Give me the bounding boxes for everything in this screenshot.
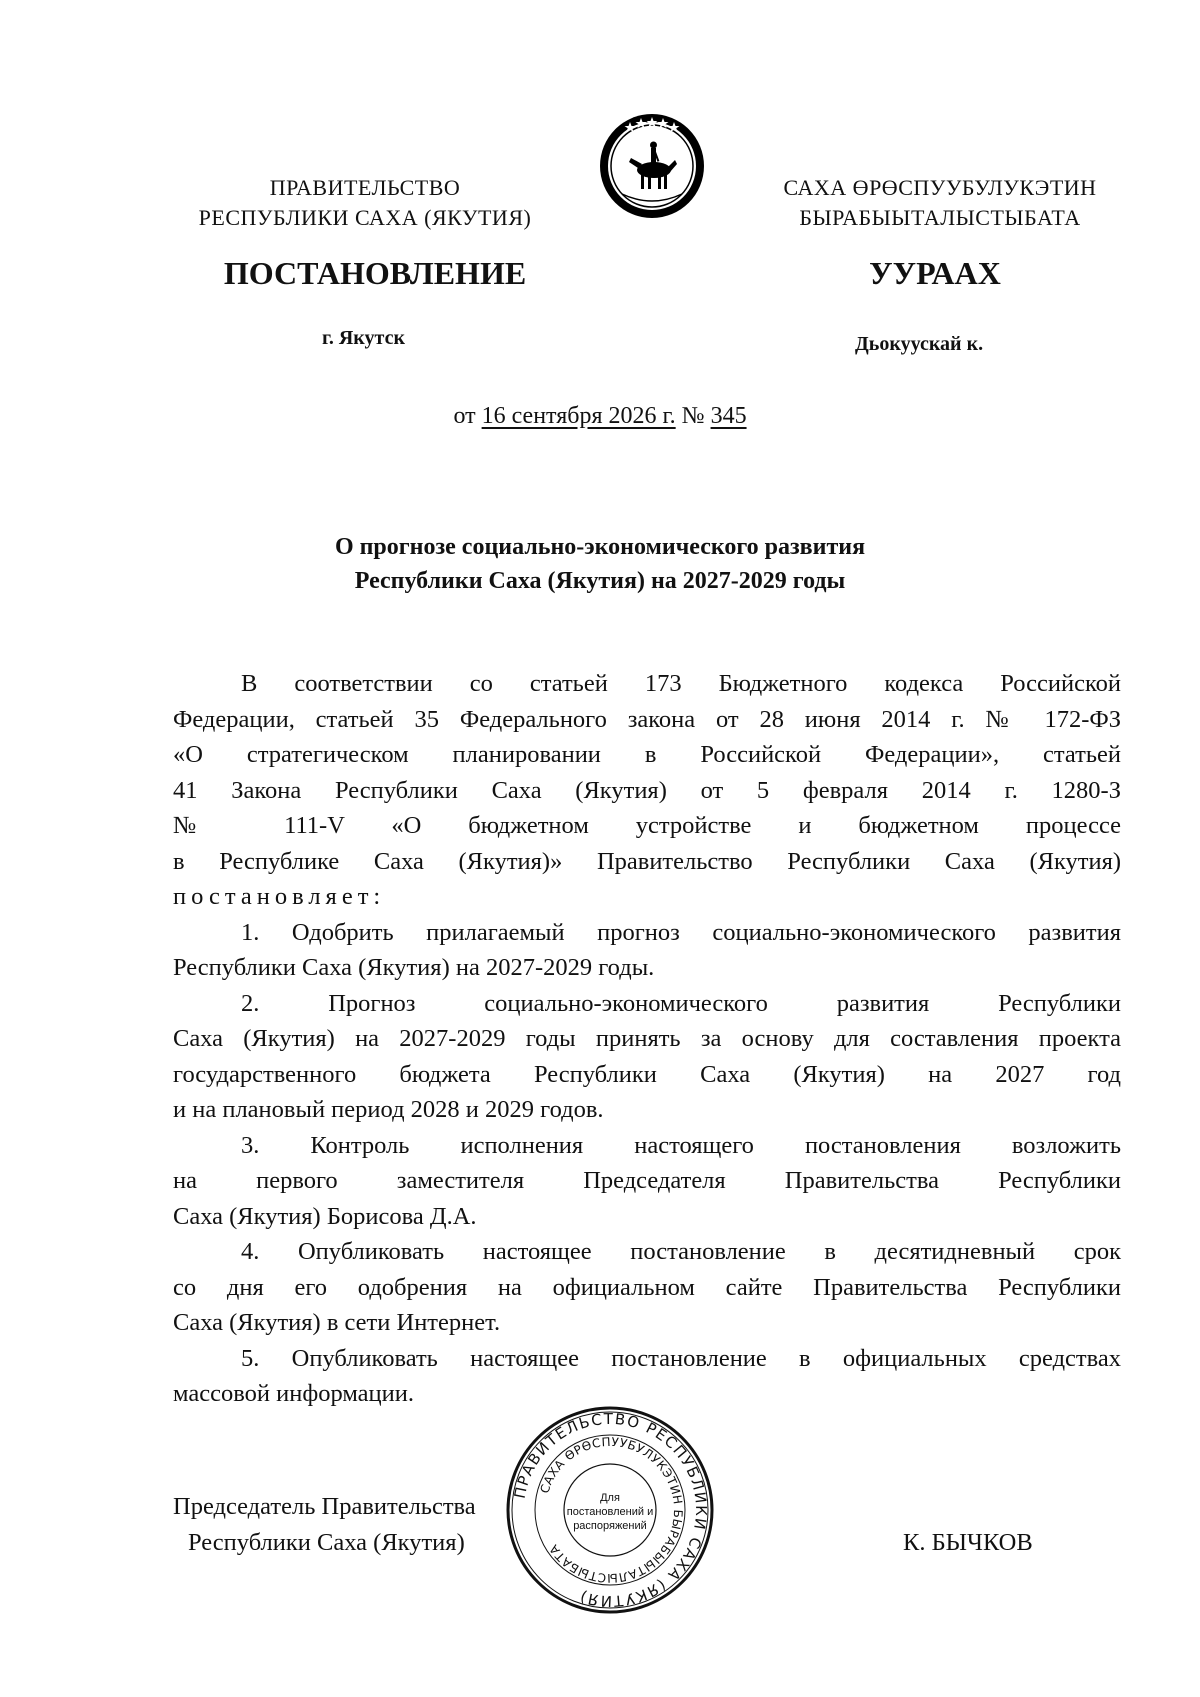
document-body xyxy=(173,666,1121,1412)
header-left-line2: РЕСПУБЛИКИ САХА (ЯКУТИЯ) xyxy=(198,205,532,230)
coat-of-arms-icon xyxy=(598,112,706,220)
header-left-line1: ПРАВИТЕЛЬСТВО xyxy=(269,175,461,200)
official-stamp xyxy=(505,1405,715,1615)
header-right-line2: БЫРАБЫЫТАЛЫСТЫБАТА xyxy=(799,205,1081,230)
item-line: 4. Опубликовать настоящее постановление в десятидневный срок xyxy=(241,1238,1121,1265)
date-value: 16 сентября 2026 г. xyxy=(481,403,676,429)
title-line2: Республики Саха (Якутия) на 2027-2029 годы xyxy=(354,568,846,594)
item-4 xyxy=(173,1234,1121,1341)
item-line: 1. Одобрить прилагаемый прогноз социально-экономического развития xyxy=(241,918,1121,946)
city-ru: г. Якутск xyxy=(322,327,405,349)
stamp-inner-text: САХА ӨРӨСПУУБУЛУКЭТИН БЫРАБЫЫТАЛЫСТЫБАТА xyxy=(537,1434,686,1586)
city-sakha: Дьокуускай к. xyxy=(855,333,984,355)
preamble-line: 41 Закона Республики Саха (Якутия) от 5 февраля 2014 г. 1280-З xyxy=(173,776,1121,804)
stamp-center-line3: распоряжений xyxy=(573,1520,647,1532)
doc-type-sakha: УУРААХ xyxy=(869,255,1001,291)
date-prefix: от xyxy=(453,403,476,429)
signature-title-line1: Председатель Правительства xyxy=(173,1493,476,1520)
document-title xyxy=(0,530,1200,598)
signature-title-line2: Республики Саха (Якутия) xyxy=(188,1529,465,1556)
item-line: на первого заместителя Председателя Правительства Республики xyxy=(173,1167,1121,1194)
item-1 xyxy=(173,915,1121,986)
item-line: 2. Прогноз социально-экономического развития Республики xyxy=(241,989,1121,1017)
item-line: Саха (Якутия) Борисова Д.А. xyxy=(173,1202,477,1230)
stamp-center-line2: постановлений и xyxy=(566,1506,654,1518)
header-left xyxy=(170,173,560,233)
item-line: и на плановый период 2028 и 2029 годов. xyxy=(173,1096,604,1123)
item-line: Республики Саха (Якутия) на 2027-2029 годы. xyxy=(173,954,655,981)
doc-number: 345 xyxy=(710,403,747,429)
stamp-outer-text: ПРАВИТЕЛЬСТВО РЕСПУБЛИКИ САХА (ЯКУТИЯ) xyxy=(510,1409,711,1611)
item-line: Саха (Якутия) на 2027-2029 годы принять за основу для составления проекта xyxy=(173,1025,1121,1052)
signature-name: К. БЫЧКОВ xyxy=(903,1529,1033,1556)
item-line: государственного бюджета Республики Саха (Якутия) на 2027 год xyxy=(173,1060,1121,1088)
item-line: массовой информации. xyxy=(173,1380,414,1407)
preamble-line: «О стратегическом планировании в Российской Федерации», статьей xyxy=(173,741,1121,768)
doc-type-ru: ПОСТАНОВЛЕНИЕ xyxy=(223,255,527,291)
number-sign: № xyxy=(681,403,705,429)
item-3 xyxy=(173,1128,1121,1235)
item-5 xyxy=(173,1341,1121,1412)
preamble-line: № 111-V «О бюджетном устройстве и бюджетном процессе xyxy=(173,812,1121,839)
item-line: 3. Контроль исполнения настоящего постановления возложить xyxy=(241,1131,1121,1159)
header-right xyxy=(740,173,1140,233)
item-2 xyxy=(173,986,1121,1128)
preamble-line: постановляет: xyxy=(173,883,386,910)
preamble-line: Федерации, статьей 35 Федерального закона от 28 июня 2014 г. № 172-ФЗ xyxy=(173,705,1121,733)
preamble-line: в Республике Саха (Якутия)» Правительство Республики Саха (Якутия) xyxy=(173,847,1121,875)
header-right-line1: САХА ӨРӨСПУУБУЛУКЭТИН xyxy=(783,175,1097,200)
date-line xyxy=(0,403,1200,430)
item-line: со дня его одобрения на официальном сайте Правительства Республики xyxy=(173,1273,1121,1301)
stamp-center-line1: Для xyxy=(600,1492,620,1504)
item-line: 5. Опубликовать настоящее постановление в официальных средствах xyxy=(241,1344,1121,1372)
preamble xyxy=(173,666,1121,915)
item-line: Саха (Якутия) в сети Интернет. xyxy=(173,1309,501,1336)
preamble-line: В соответствии со статьей 173 Бюджетного кодекса Российской xyxy=(241,670,1121,697)
title-line1: О прогнозе социально-экономического развития xyxy=(334,534,866,560)
